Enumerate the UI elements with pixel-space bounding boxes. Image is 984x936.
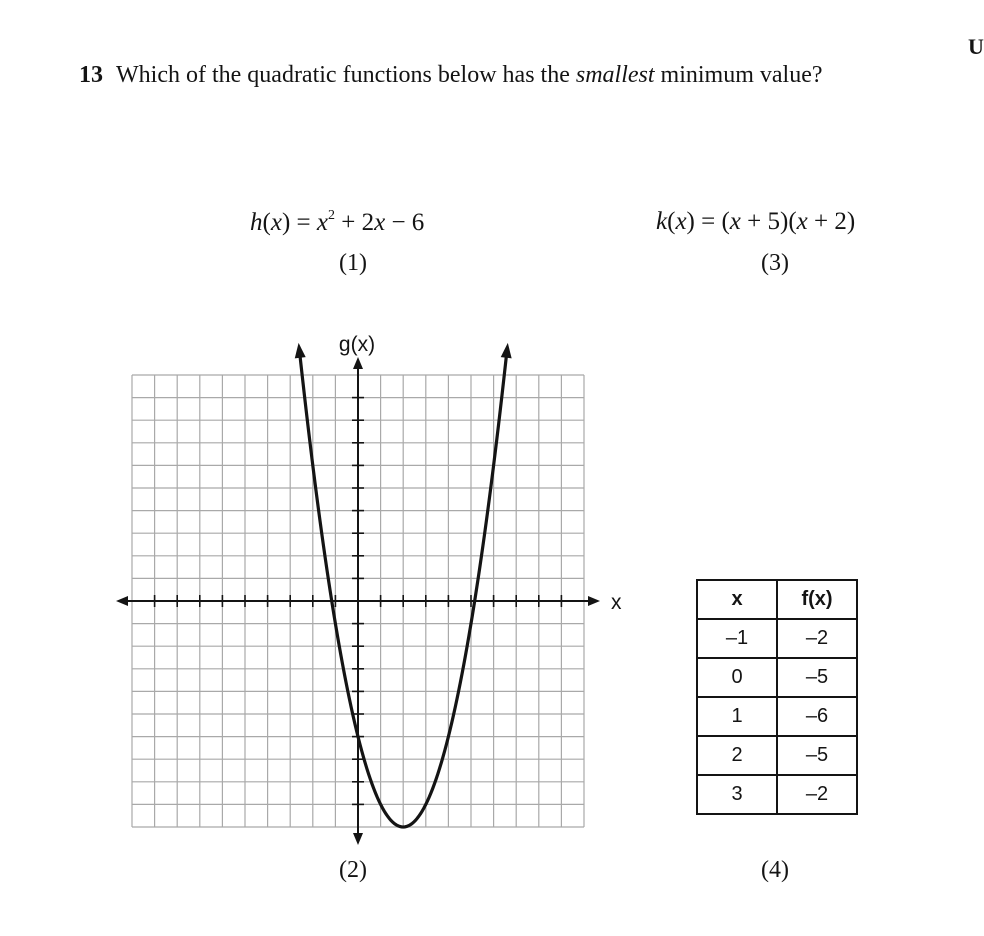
choice-3-var-3: x [796, 208, 808, 235]
table-header-row [697, 580, 857, 619]
table-row [697, 736, 857, 775]
choice-1-term-2: + 2 [334, 209, 375, 236]
question-emphasis: smallest [575, 62, 655, 88]
table-row [697, 658, 857, 697]
table-cell-x: 0 [697, 658, 777, 697]
choice-3-equation [656, 208, 855, 236]
table-row [697, 775, 857, 814]
table-cell-x: 2 [697, 736, 777, 775]
choice-2-label: (2) [339, 857, 367, 883]
table-cell-x: –1 [697, 619, 777, 658]
choice-4-label: (4) [761, 857, 789, 883]
choice-3-fname: k [656, 208, 668, 235]
table-cell-fx: –5 [777, 736, 857, 775]
choice-1-var: x [270, 209, 282, 236]
question-13 [79, 60, 909, 91]
choice-1-exponent: 2 [327, 208, 335, 223]
choice-1-term-3: − 6 [385, 209, 425, 236]
table-cell-x: 1 [697, 697, 777, 736]
y-axis-up-arrow [353, 357, 363, 369]
table-row [697, 697, 857, 736]
choice-3-var: x [675, 208, 687, 235]
question-number: 13 [79, 62, 103, 88]
choice-1-var-3: x [374, 209, 386, 236]
x-axis-label: x [611, 591, 622, 614]
choice-1-equation [250, 208, 424, 237]
choice-1-var-2: x [316, 209, 328, 236]
choice-1-label: (1) [339, 250, 367, 276]
choice-3-factor-1: + 5)( [740, 208, 797, 235]
y-axis-label: g(x) [338, 333, 376, 356]
table-cell-fx: –2 [777, 775, 857, 814]
table-header-fx: f(x) [777, 580, 857, 619]
choice-3-equals: ) = ( [686, 208, 730, 235]
choice-3-label: (3) [761, 250, 789, 276]
question-text-start: Which of the quadratic functions below has the [116, 62, 576, 88]
choice-1-fname: h [250, 209, 263, 236]
table-cell-fx: –6 [777, 697, 857, 736]
choice-1-paren-open: ( [262, 209, 271, 236]
choice-3-paren-open: ( [667, 208, 676, 235]
choice-3-factor-2: + 2) [807, 208, 856, 235]
choice-2-graph [110, 330, 630, 850]
choice-1-equals: ) = [281, 209, 317, 236]
y-axis-down-arrow [353, 833, 363, 845]
curve-left-arrow [295, 343, 306, 359]
table-cell-fx: –5 [777, 658, 857, 697]
table-cell-x: 3 [697, 775, 777, 814]
table-row [697, 619, 857, 658]
choice-3-var-2: x [729, 208, 741, 235]
x-axis-left-arrow [116, 596, 128, 606]
curve-right-arrow [501, 343, 512, 359]
x-axis-right-arrow [588, 596, 600, 606]
table-header-x: x [697, 580, 777, 619]
page-edge-letter: U [968, 34, 984, 59]
question-text-end: minimum value? [654, 62, 823, 88]
choice-4-table [696, 579, 858, 815]
table-cell-fx: –2 [777, 619, 857, 658]
question-text [79, 60, 909, 91]
